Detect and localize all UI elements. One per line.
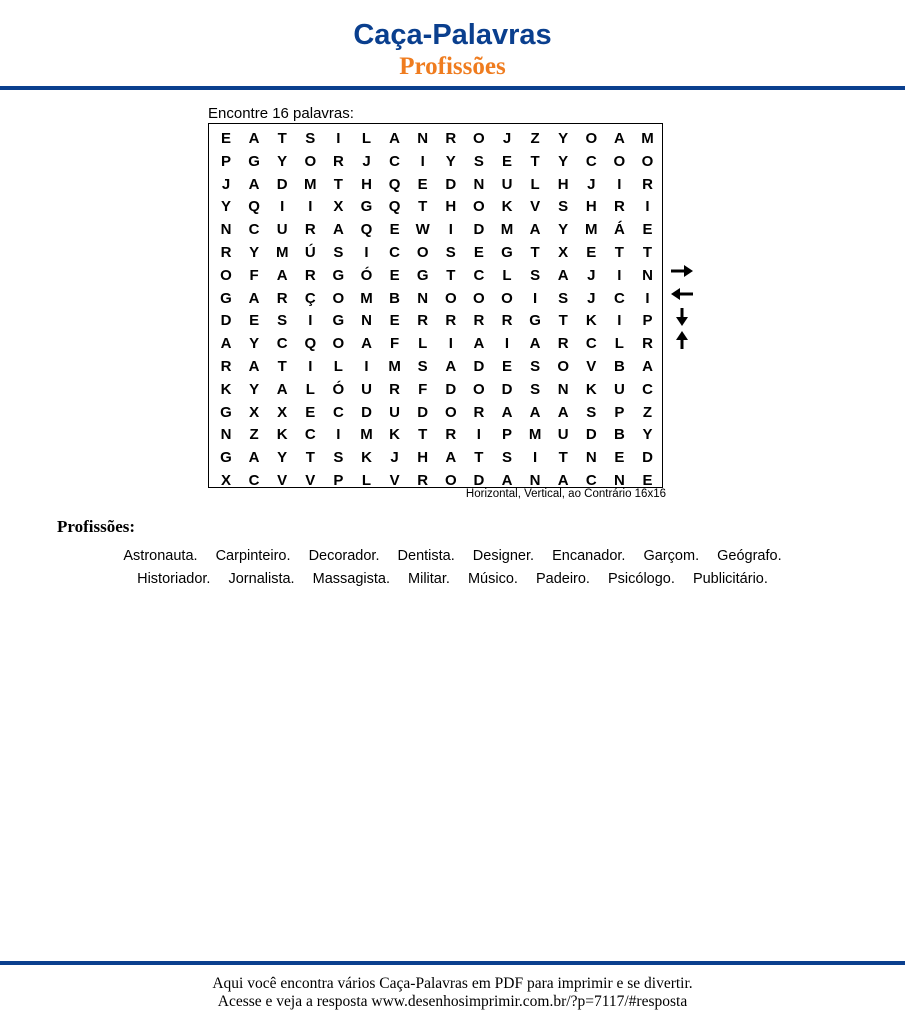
grid-letter[interactable]: C bbox=[585, 152, 597, 170]
page-subtitle: Profissões bbox=[399, 53, 506, 80]
grid-letter[interactable]: R bbox=[557, 335, 569, 353]
grid-letter[interactable]: R bbox=[332, 152, 344, 170]
grid-letter[interactable]: M bbox=[500, 221, 514, 239]
header-rule bbox=[0, 86, 905, 90]
grid-letter[interactable]: M bbox=[304, 175, 317, 193]
grid-letter[interactable]: A bbox=[501, 472, 513, 489]
grid-letter[interactable]: Y bbox=[558, 152, 569, 170]
grid-letter[interactable]: R bbox=[304, 221, 316, 239]
grid-letter[interactable]: I bbox=[336, 426, 341, 444]
grid-letter[interactable]: Ó bbox=[332, 380, 345, 398]
grid-letter[interactable]: S bbox=[558, 289, 569, 307]
grid-letter[interactable]: R bbox=[473, 312, 485, 330]
grid-letter[interactable]: R bbox=[473, 403, 485, 421]
grid-letter[interactable]: C bbox=[389, 152, 401, 170]
grid-letter[interactable]: S bbox=[501, 449, 512, 467]
grid-letter[interactable]: A bbox=[332, 221, 344, 239]
grid-letter[interactable]: R bbox=[220, 358, 232, 375]
grid-letter[interactable]: B bbox=[613, 426, 625, 444]
grid-letter[interactable]: C bbox=[642, 380, 653, 398]
grid-letter[interactable]: I bbox=[533, 449, 538, 467]
grid-letter[interactable]: P bbox=[333, 472, 344, 489]
grid-letter[interactable]: S bbox=[558, 198, 569, 216]
grid-letter[interactable]: G bbox=[220, 403, 232, 421]
grid-letter[interactable]: R bbox=[304, 266, 316, 284]
grid-letter[interactable]: Ú bbox=[304, 244, 316, 261]
grid-letter[interactable]: W bbox=[415, 221, 430, 239]
grid-letter[interactable]: E bbox=[501, 152, 512, 170]
grid-letter[interactable]: A bbox=[248, 358, 260, 375]
word-list-row-1 bbox=[0, 548, 905, 564]
puzzle-instruction: Encontre 16 palavras: bbox=[208, 105, 354, 122]
grid-letter[interactable]: D bbox=[417, 403, 429, 421]
grid-letter[interactable]: T bbox=[333, 175, 343, 193]
grid-letter[interactable]: C bbox=[248, 472, 260, 489]
word-list-title: Profissões: bbox=[57, 517, 136, 536]
arrow-left-icon bbox=[668, 284, 696, 304]
grid-letter[interactable]: D bbox=[473, 358, 485, 375]
grid-letter[interactable]: D bbox=[473, 221, 485, 239]
grid-letter[interactable]: R bbox=[417, 312, 429, 330]
grid-letter[interactable]: I bbox=[645, 289, 650, 307]
grid-letter[interactable]: X bbox=[277, 403, 288, 421]
grid-letter[interactable]: N bbox=[557, 380, 569, 398]
grid-letter[interactable]: E bbox=[614, 449, 625, 467]
grid-letter[interactable]: M bbox=[360, 426, 373, 444]
grid-letter[interactable]: T bbox=[530, 152, 540, 170]
grid-letter[interactable]: O bbox=[444, 472, 457, 489]
grid-letter[interactable]: H bbox=[445, 198, 457, 216]
grid-letter[interactable]: T bbox=[614, 244, 624, 261]
grid-letter[interactable]: Á bbox=[613, 221, 625, 239]
grid-letter[interactable]: S bbox=[530, 266, 541, 284]
grid-letter[interactable]: J bbox=[221, 175, 231, 193]
grid-letter[interactable]: Y bbox=[249, 244, 260, 261]
word-item: Psicólogo. bbox=[608, 571, 675, 587]
grid-letter[interactable]: Z bbox=[642, 403, 653, 421]
grid-letter[interactable]: R bbox=[417, 472, 429, 489]
grid-letter[interactable]: N bbox=[220, 221, 232, 239]
grid-letter[interactable]: P bbox=[642, 312, 653, 330]
grid-letter[interactable]: A bbox=[248, 449, 260, 467]
grid-letter[interactable]: O bbox=[444, 403, 457, 421]
grid-letter[interactable]: I bbox=[476, 426, 481, 444]
arrow-down-icon bbox=[668, 307, 696, 327]
grid-letter[interactable]: E bbox=[389, 221, 400, 239]
grid-letter[interactable]: E bbox=[501, 358, 512, 375]
grid-letter[interactable]: J bbox=[587, 175, 596, 193]
grid-letter[interactable]: M bbox=[360, 289, 373, 307]
grid-letter[interactable]: V bbox=[586, 358, 597, 375]
grid-letter[interactable]: C bbox=[473, 266, 485, 284]
grid-letter[interactable]: B bbox=[613, 358, 625, 375]
grid-letter[interactable]: I bbox=[645, 198, 650, 216]
grid-letter[interactable]: T bbox=[446, 266, 456, 284]
footer-link-line[interactable]: Acesse e veja a resposta www.desenhosimprimir.com.br/?p=7117/#resposta bbox=[217, 993, 688, 1010]
grid-letter[interactable]: R bbox=[389, 380, 401, 398]
grid-letter[interactable]: M bbox=[528, 426, 542, 444]
grid-letter[interactable]: M bbox=[388, 358, 401, 375]
grid-letter[interactable]: A bbox=[445, 358, 457, 375]
grid-letter[interactable]: A bbox=[557, 266, 569, 284]
grid-letter[interactable]: A bbox=[529, 221, 541, 239]
grid-letter[interactable]: R bbox=[276, 289, 288, 307]
grid-letter[interactable]: C bbox=[332, 403, 344, 421]
grid-letter[interactable]: H bbox=[417, 449, 429, 467]
grid-letter[interactable]: A bbox=[557, 472, 569, 489]
grid-letter[interactable]: I bbox=[308, 198, 313, 216]
grid-letter[interactable]: A bbox=[529, 335, 541, 353]
grid-letter[interactable]: L bbox=[418, 335, 428, 353]
grid-letter[interactable]: E bbox=[220, 130, 231, 147]
grid-letter[interactable]: F bbox=[249, 266, 259, 284]
grid-letter[interactable]: N bbox=[220, 426, 232, 444]
grid-letter[interactable]: R bbox=[220, 244, 232, 261]
grid-letter[interactable]: P bbox=[220, 152, 231, 170]
grid-letter[interactable]: R bbox=[445, 130, 457, 147]
grid-letter[interactable]: T bbox=[418, 198, 428, 216]
grid-letter[interactable]: S bbox=[530, 380, 541, 398]
grid-letter[interactable]: I bbox=[280, 198, 285, 216]
puzzle-footnote: Horizontal, Vertical, ao Contrário 16x16 bbox=[465, 488, 666, 500]
grid-letter[interactable]: C bbox=[304, 426, 316, 444]
grid-letter[interactable]: O bbox=[473, 380, 485, 398]
grid-letter[interactable]: I bbox=[420, 152, 425, 170]
grid-letter[interactable]: R bbox=[501, 312, 513, 330]
grid-letter[interactable]: I bbox=[617, 175, 622, 193]
grid-letter[interactable]: A bbox=[220, 335, 232, 353]
grid-letter[interactable]: J bbox=[587, 289, 596, 307]
page-title: Caça-Palavras bbox=[353, 19, 552, 51]
word-item: Dentista. bbox=[397, 548, 455, 564]
grid-letter[interactable]: N bbox=[417, 289, 429, 307]
grid-letter[interactable]: O bbox=[473, 289, 485, 307]
grid-letter[interactable]: E bbox=[642, 221, 653, 239]
grid-letter[interactable]: I bbox=[448, 335, 453, 353]
grid-letter[interactable]: Q bbox=[388, 175, 401, 193]
grid-letter[interactable]: I bbox=[364, 358, 369, 375]
grid-letter[interactable]: A bbox=[445, 449, 457, 467]
grid-letter[interactable]: G bbox=[416, 266, 429, 284]
word-item: Jornalista. bbox=[228, 571, 295, 587]
grid-letter[interactable]: D bbox=[473, 472, 485, 489]
grid-letter[interactable]: U bbox=[557, 426, 569, 444]
grid-letter[interactable]: C bbox=[613, 289, 625, 307]
grid-letter[interactable]: L bbox=[614, 335, 624, 353]
grid-letter[interactable]: R bbox=[642, 175, 653, 193]
word-item: Decorador. bbox=[308, 548, 380, 564]
grid-letter[interactable]: O bbox=[641, 152, 654, 170]
word-item: Padeiro. bbox=[535, 571, 590, 587]
grid-letter[interactable]: P bbox=[501, 426, 512, 444]
grid-letter[interactable]: G bbox=[220, 449, 232, 467]
grid-letter[interactable]: T bbox=[530, 244, 540, 261]
grid-letter[interactable]: Q bbox=[248, 198, 260, 216]
grid-letter[interactable]: O bbox=[473, 130, 485, 147]
grid-letter[interactable]: F bbox=[418, 380, 428, 398]
grid-letter[interactable]: A bbox=[276, 380, 288, 398]
grid-letter[interactable]: C bbox=[276, 335, 288, 353]
grid-letter[interactable]: H bbox=[557, 175, 569, 193]
grid-letter[interactable]: I bbox=[308, 312, 313, 330]
grid-letter[interactable]: T bbox=[642, 244, 653, 261]
grid-letter[interactable]: L bbox=[530, 175, 540, 193]
grid-letter[interactable]: G bbox=[529, 312, 541, 330]
word-item: Designer. bbox=[472, 548, 535, 564]
grid-letter[interactable]: E bbox=[389, 266, 400, 284]
word-item: Músico. bbox=[467, 571, 518, 587]
grid-letter[interactable]: D bbox=[361, 403, 372, 421]
grid-letter[interactable]: O bbox=[332, 335, 345, 353]
grid-letter[interactable]: N bbox=[613, 472, 625, 489]
grid-letter[interactable]: N bbox=[642, 266, 653, 284]
grid-letter[interactable]: T bbox=[277, 358, 287, 375]
grid-letter[interactable]: Y bbox=[220, 198, 231, 216]
grid-letter[interactable]: R bbox=[445, 426, 457, 444]
grid-letter[interactable]: O bbox=[557, 358, 570, 375]
grid-letter[interactable]: O bbox=[304, 152, 317, 170]
grid-letter[interactable]: N bbox=[529, 472, 541, 489]
grid-letter[interactable]: G bbox=[332, 312, 345, 330]
grid-letter[interactable]: G bbox=[332, 266, 345, 284]
grid-letter[interactable]: Y bbox=[642, 426, 653, 444]
grid-letter[interactable]: T bbox=[558, 312, 568, 330]
grid-letter[interactable]: R bbox=[445, 312, 457, 330]
grid-letter[interactable]: K bbox=[220, 380, 232, 398]
grid-letter[interactable]: N bbox=[361, 312, 372, 330]
grid-letter[interactable]: A bbox=[501, 403, 513, 421]
footer-line-1: Aqui você encontra vários Caça-Palavras em PDF para imprimir e se divertir. bbox=[212, 975, 693, 992]
grid-letter[interactable]: Y bbox=[558, 221, 569, 239]
grid-letter[interactable]: O bbox=[585, 130, 598, 147]
grid-letter[interactable]: Q bbox=[388, 198, 401, 216]
grid-letter[interactable]: E bbox=[417, 175, 428, 193]
grid-letter[interactable]: J bbox=[587, 266, 596, 284]
grid-letter[interactable]: O bbox=[444, 289, 457, 307]
grid-letter[interactable]: O bbox=[473, 198, 485, 216]
word-item: Geógrafo. bbox=[717, 548, 782, 564]
grid-letter[interactable]: M bbox=[585, 221, 598, 239]
grid-letter[interactable]: C bbox=[389, 244, 401, 261]
grid-letter[interactable]: D bbox=[501, 380, 513, 398]
word-item: Historiador. bbox=[137, 571, 211, 587]
grid-letter[interactable]: I bbox=[448, 221, 453, 239]
grid-letter[interactable]: Y bbox=[277, 449, 288, 467]
grid-letter[interactable]: U bbox=[501, 175, 513, 193]
grid-letter[interactable]: A bbox=[529, 403, 541, 421]
grid-letter[interactable]: O bbox=[416, 244, 429, 261]
grid-letter[interactable]: X bbox=[220, 472, 231, 489]
grid-letter[interactable]: O bbox=[220, 266, 232, 284]
word-item: Garçom. bbox=[643, 548, 700, 564]
grid-letter[interactable]: I bbox=[364, 244, 369, 261]
grid-letter[interactable]: J bbox=[362, 152, 371, 170]
grid-letter[interactable]: T bbox=[558, 449, 568, 467]
grid-letter[interactable]: D bbox=[276, 175, 288, 193]
grid-letter[interactable]: I bbox=[336, 130, 341, 147]
grid-letter[interactable]: L bbox=[361, 130, 372, 147]
grid-letter[interactable]: A bbox=[361, 335, 372, 353]
grid-letter[interactable]: C bbox=[585, 335, 597, 353]
grid-letter[interactable]: E bbox=[642, 472, 653, 489]
grid-letter[interactable]: Z bbox=[530, 130, 540, 147]
grid-letter[interactable]: I bbox=[308, 358, 313, 375]
grid-letter[interactable]: I bbox=[617, 312, 622, 330]
word-item: Publicitário. bbox=[692, 571, 768, 587]
grid-letter[interactable]: E bbox=[473, 244, 484, 261]
grid-letter[interactable]: V bbox=[530, 198, 541, 216]
grid-letter[interactable]: U bbox=[389, 403, 401, 421]
grid-letter[interactable]: D bbox=[445, 175, 457, 193]
grid-letter[interactable]: H bbox=[585, 198, 597, 216]
grid-letter[interactable]: T bbox=[277, 130, 287, 147]
grid-letter[interactable]: A bbox=[389, 130, 401, 147]
grid-letter[interactable]: L bbox=[333, 358, 343, 375]
grid-letter[interactable]: P bbox=[614, 403, 625, 421]
grid-letter[interactable]: A bbox=[276, 266, 288, 284]
grid-letter[interactable]: Z bbox=[249, 426, 259, 444]
grid-letter[interactable]: N bbox=[585, 449, 597, 467]
grid-letter[interactable]: N bbox=[473, 175, 485, 193]
grid-letter[interactable]: Y bbox=[249, 380, 260, 398]
grid-letter[interactable]: M bbox=[275, 244, 289, 261]
grid-letter[interactable]: U bbox=[276, 221, 288, 239]
grid-letter[interactable]: D bbox=[642, 449, 653, 467]
grid-letter[interactable]: D bbox=[445, 380, 457, 398]
grid-letter[interactable]: K bbox=[389, 426, 401, 444]
grid-letter[interactable]: X bbox=[558, 244, 569, 261]
grid-letter[interactable]: G bbox=[501, 244, 513, 261]
grid-letter[interactable]: M bbox=[641, 130, 654, 147]
grid-letter[interactable]: I bbox=[617, 266, 622, 284]
grid-letter[interactable]: S bbox=[305, 130, 316, 147]
grid-letter[interactable]: R bbox=[642, 335, 653, 353]
grid-letter[interactable]: D bbox=[585, 426, 597, 444]
grid-letter[interactable]: S bbox=[333, 449, 344, 467]
grid-letter[interactable]: A bbox=[613, 130, 625, 147]
grid-letter[interactable]: Q bbox=[360, 221, 373, 239]
grid-letter[interactable]: L bbox=[361, 472, 372, 489]
grid-letter[interactable]: Y bbox=[249, 335, 260, 353]
arrow-up-icon bbox=[668, 330, 696, 350]
word-list-row-2 bbox=[0, 571, 905, 587]
grid-letter[interactable]: L bbox=[502, 266, 512, 284]
grid-letter[interactable]: N bbox=[417, 130, 429, 147]
grid-letter[interactable]: Y bbox=[558, 130, 569, 147]
grid-letter[interactable]: K bbox=[501, 198, 513, 216]
grid-letter[interactable]: A bbox=[473, 335, 485, 353]
grid-letter[interactable]: O bbox=[501, 289, 513, 307]
grid-letter[interactable]: B bbox=[389, 289, 401, 307]
grid-letter[interactable]: Y bbox=[277, 152, 288, 170]
grid-letter[interactable]: V bbox=[277, 472, 288, 489]
grid-letter[interactable]: K bbox=[361, 449, 372, 467]
grid-letter[interactable]: E bbox=[389, 312, 400, 330]
grid-letter[interactable]: A bbox=[248, 175, 260, 193]
grid-letter[interactable]: T bbox=[305, 449, 315, 467]
grid-letter[interactable]: O bbox=[613, 152, 626, 170]
grid-letter[interactable]: G bbox=[360, 198, 373, 216]
grid-letter[interactable]: C bbox=[248, 221, 260, 239]
grid-letter[interactable]: V bbox=[389, 472, 400, 489]
grid-letter[interactable]: K bbox=[585, 380, 597, 398]
grid-letter[interactable]: E bbox=[249, 312, 260, 330]
grid-letter[interactable]: S bbox=[473, 152, 484, 170]
grid-letter[interactable]: A bbox=[642, 358, 653, 375]
grid-letter[interactable]: E bbox=[586, 244, 597, 261]
word-item: Massagista. bbox=[312, 571, 390, 587]
grid-letter[interactable]: D bbox=[220, 312, 232, 330]
word-item: Encanador. bbox=[552, 548, 626, 564]
grid-letter[interactable]: U bbox=[613, 380, 625, 398]
grid-letter[interactable]: I bbox=[504, 335, 510, 353]
grid-letter[interactable]: I bbox=[533, 289, 538, 307]
grid-letter[interactable]: U bbox=[361, 380, 372, 398]
grid-letter[interactable]: C bbox=[585, 472, 597, 489]
grid-letter[interactable]: V bbox=[305, 472, 316, 489]
letter-grid bbox=[208, 123, 663, 488]
grid-letter[interactable]: A bbox=[557, 403, 569, 421]
grid-letter[interactable]: G bbox=[248, 152, 260, 170]
grid-letter[interactable]: S bbox=[277, 312, 288, 330]
grid-letter[interactable]: T bbox=[474, 449, 484, 467]
grid-letter[interactable]: H bbox=[361, 175, 372, 193]
grid-letter[interactable]: Q bbox=[304, 335, 317, 353]
grid-letter[interactable]: A bbox=[248, 130, 260, 147]
grid-letter[interactable]: S bbox=[586, 403, 597, 421]
arrow-right-icon bbox=[668, 261, 696, 281]
grid-letter[interactable]: S bbox=[333, 244, 344, 261]
grid-letter[interactable]: X bbox=[333, 198, 344, 216]
grid-letter[interactable]: L bbox=[305, 380, 315, 398]
grid-letter[interactable]: K bbox=[276, 426, 288, 444]
grid-letter[interactable]: J bbox=[502, 130, 512, 147]
grid-letter[interactable]: Y bbox=[445, 152, 456, 170]
grid-letter[interactable]: O bbox=[332, 289, 345, 307]
grid-letter[interactable]: T bbox=[418, 426, 428, 444]
grid-letter[interactable]: K bbox=[585, 312, 597, 330]
word-item: Carpinteiro. bbox=[215, 548, 291, 564]
grid-letter[interactable]: S bbox=[530, 358, 541, 375]
footer-rule bbox=[0, 961, 905, 965]
grid-letter[interactable]: S bbox=[417, 358, 428, 375]
grid-letter[interactable]: G bbox=[220, 289, 232, 307]
grid-letter[interactable]: Ó bbox=[360, 266, 373, 284]
word-item: Militar. bbox=[408, 571, 450, 587]
grid-letter[interactable]: F bbox=[390, 335, 400, 353]
grid-letter[interactable]: Ç bbox=[304, 289, 316, 307]
grid-letter[interactable]: E bbox=[305, 403, 316, 421]
grid-letter[interactable]: J bbox=[390, 449, 399, 467]
grid-letter[interactable]: R bbox=[613, 198, 625, 216]
grid-letter[interactable]: X bbox=[249, 403, 260, 421]
grid-letter[interactable]: S bbox=[445, 244, 456, 261]
grid-letter[interactable]: A bbox=[248, 289, 260, 307]
word-item: Astronauta. bbox=[123, 548, 198, 564]
